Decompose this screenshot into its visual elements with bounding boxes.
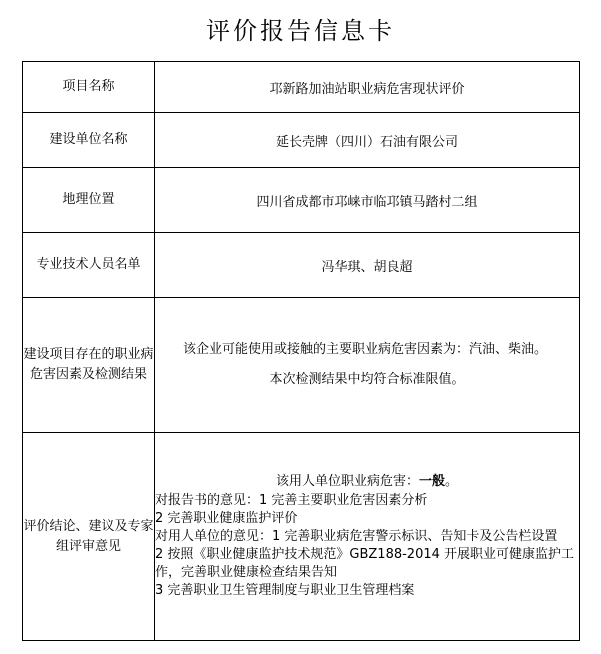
staff-value: 冯华琪、胡良超: [155, 233, 580, 298]
conclusion-summary: [155, 473, 579, 491]
row-conclusion: [23, 433, 580, 641]
construction-unit-value: 延长壳牌（四川）石油有限公司: [155, 113, 580, 168]
info-card-table: [22, 61, 580, 641]
hazards-cell: [155, 298, 580, 433]
staff-label: 专业技术人员名单: [23, 233, 155, 298]
conclusion-line: 对用人单位的意见：1 完善职业病危害警示标识、告知卡及公告栏设置: [155, 529, 558, 544]
hazards-result: 本次检测结果中均符合标准限值。: [269, 372, 465, 387]
project-name-label: 项目名称: [23, 62, 155, 113]
conclusion-cell: [155, 433, 580, 641]
project-name-value: 邛新路加油站职业病危害现状评价: [155, 62, 580, 113]
conclusion-label: 评价结论、建议及专家组评审意见: [23, 433, 155, 641]
row-hazards: [23, 298, 580, 433]
conclusion-line: 2 按照《职业健康监护技术规范》GBZ188-2014 开展职业可健康监护工作，完善职业健康检查结果告知: [155, 547, 575, 580]
hazards-text: 该企业可能使用或接触的主要职业病危害因素为：汽油、柴油。: [183, 342, 548, 357]
row-location: [23, 168, 580, 233]
location-value: 四川省成都市邛崃市临邛镇马踏村二组: [155, 168, 580, 233]
conclusion-line: 3 完善职业卫生管理制度与职业卫生管理档案: [155, 583, 415, 598]
row-staff: [23, 233, 580, 298]
conclusion-line: 对报告书的意见：1 完善主要职业危害因素分析: [155, 493, 428, 508]
summary-level: 一般: [418, 474, 445, 489]
row-construction-unit: [23, 113, 580, 168]
row-project-name: [23, 62, 580, 113]
card-title: 评价报告信息卡: [206, 17, 395, 45]
conclusion-line: 2 完善职业健康监护评价: [155, 511, 298, 526]
summary-suffix: 。: [445, 474, 459, 489]
location-label: 地理位置: [23, 168, 155, 233]
summary-prefix: 该用人单位职业病危害：: [275, 474, 419, 489]
construction-unit-label: 建设单位名称: [23, 113, 155, 168]
hazards-label: 建设项目存在的职业病危害因素及检测结果: [23, 298, 155, 433]
